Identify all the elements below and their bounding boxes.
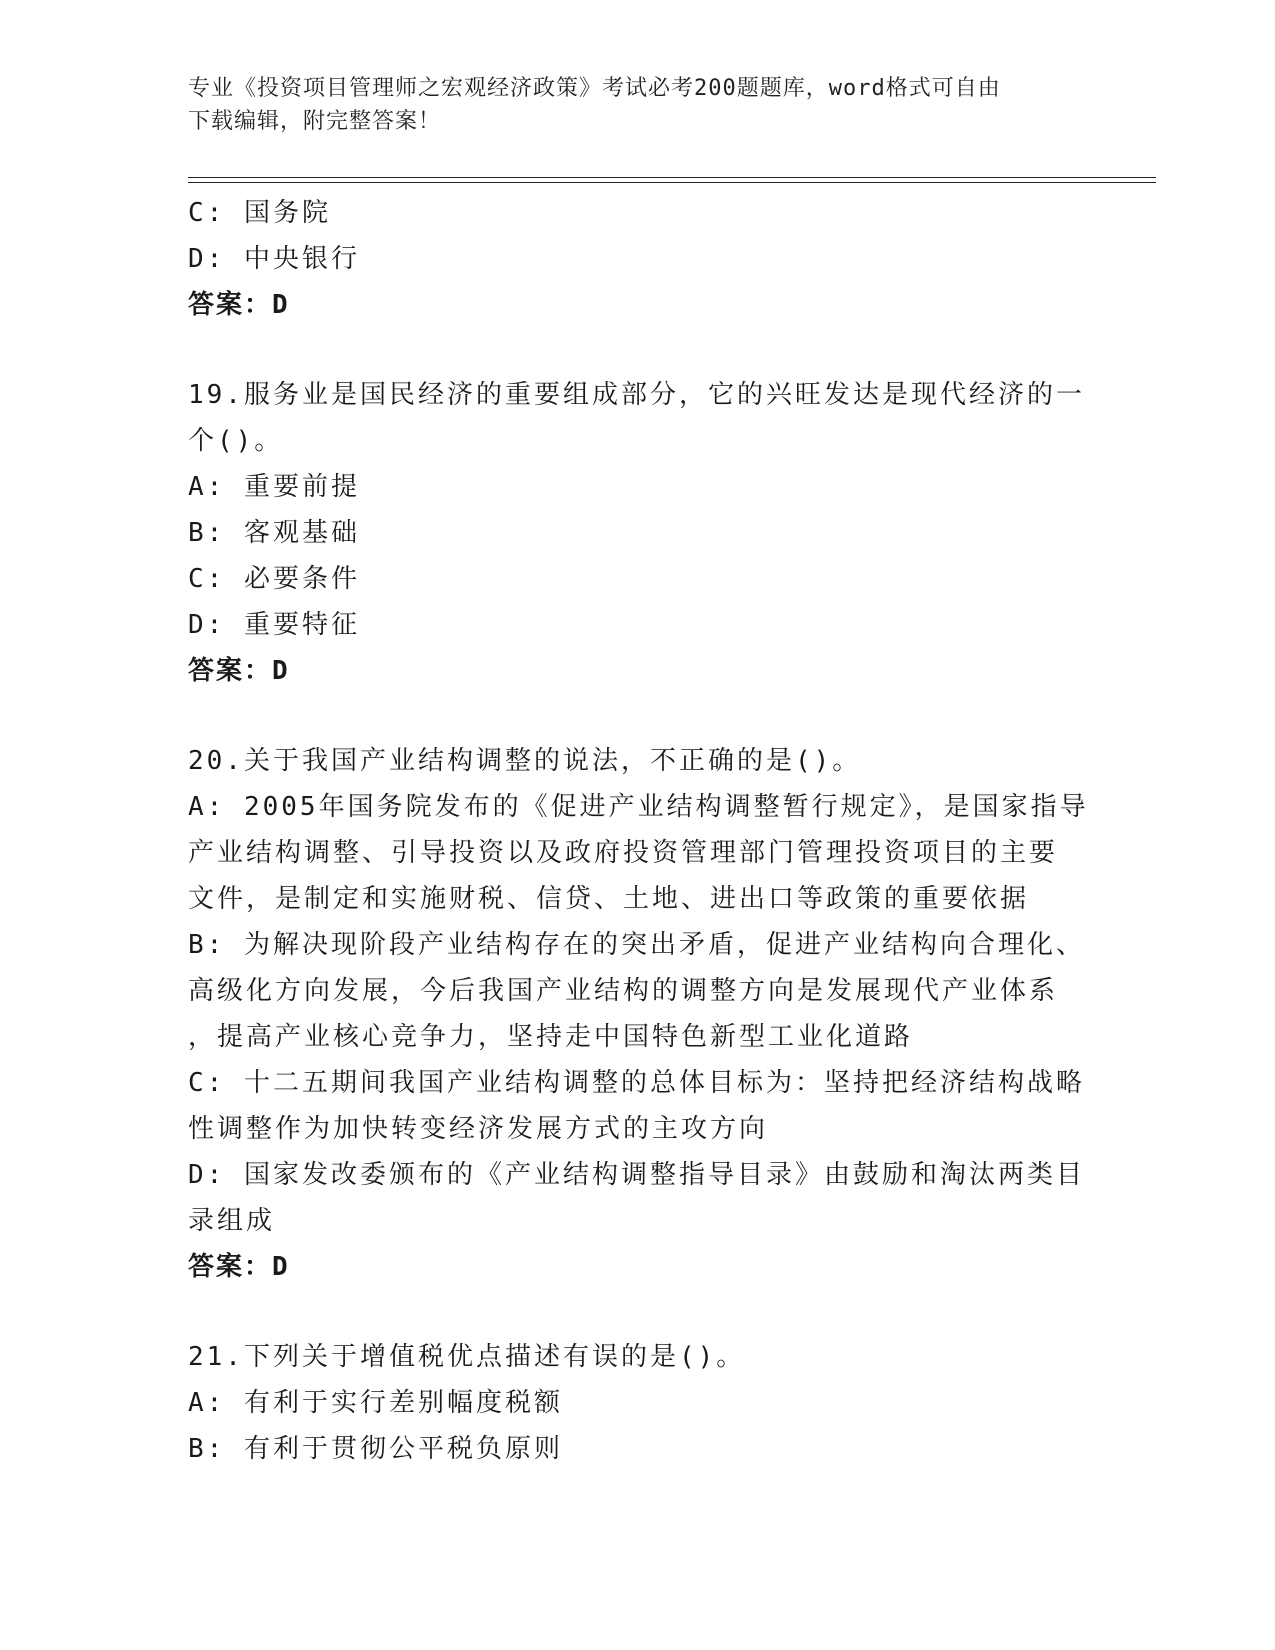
answer-line: 答案：D — [188, 1252, 290, 1282]
document-header — [188, 72, 1088, 138]
option-line: 性调整作为加快转变经济发展方式的主攻方向 — [188, 1114, 769, 1144]
answer-line: 答案：D — [188, 290, 290, 320]
option-line: 文件，是制定和实施财税、信贷、土地、进出口等政策的重要依据 — [188, 884, 1030, 914]
question-text-line: 19.服务业是国民经济的重要组成部分，它的兴旺发达是现代经济的一 — [188, 380, 1085, 410]
option-line: B: 有利于贯彻公平税负原则 — [188, 1434, 563, 1464]
question-20 — [188, 738, 1088, 1290]
option-line: A: 2005年国务院发布的《促进产业结构调整暂行规定》，是国家指导 — [188, 792, 1089, 822]
question-19 — [188, 372, 1088, 694]
header-rule-top — [188, 177, 1156, 178]
answer-line: 答案：D — [188, 656, 290, 686]
question-21 — [188, 1334, 1088, 1472]
option-line: D: 重要特征 — [188, 610, 360, 640]
header-line: 专业《投资项目管理师之宏观经济政策》考试必考200题题库，word格式可自由 — [188, 76, 1001, 101]
document-body — [188, 190, 1088, 1472]
option-line: B: 为解决现阶段产业结构存在的突出矛盾，促进产业结构向合理化、 — [188, 930, 1085, 960]
question-text-line: 21.下列关于增值税优点描述有误的是()。 — [188, 1342, 746, 1372]
option-line: A: 重要前提 — [188, 472, 360, 502]
option-line: A: 有利于实行差别幅度税额 — [188, 1388, 563, 1418]
question-fragment — [188, 190, 1088, 328]
option-line: D: 中央银行 — [188, 244, 360, 274]
option-line: C: 十二五期间我国产业结构调整的总体目标为：坚持把经济结构战略 — [188, 1068, 1085, 1098]
header-line: 下载编辑，附完整答案！ — [188, 109, 442, 134]
question-text-line: 个()。 — [188, 426, 284, 456]
option-line: C: 国务院 — [188, 198, 331, 228]
option-line: B: 客观基础 — [188, 518, 360, 548]
option-line: 产业结构调整、引导投资以及政府投资管理部门管理投资项目的主要 — [188, 838, 1059, 868]
option-line: D: 国家发改委颁布的《产业结构调整指导目录》由鼓励和淘汰两类目 — [188, 1160, 1085, 1190]
option-line: C: 必要条件 — [188, 564, 360, 594]
option-line: ，提高产业核心竞争力，坚持走中国特色新型工业化道路 — [188, 1022, 914, 1052]
question-text-line: 20.关于我国产业结构调整的说法，不正确的是()。 — [188, 746, 862, 776]
header-rule-bottom — [188, 182, 1156, 183]
option-line: 高级化方向发展，今后我国产业结构的调整方向是发展现代产业体系 — [188, 976, 1059, 1006]
option-line: 录组成 — [188, 1206, 276, 1236]
